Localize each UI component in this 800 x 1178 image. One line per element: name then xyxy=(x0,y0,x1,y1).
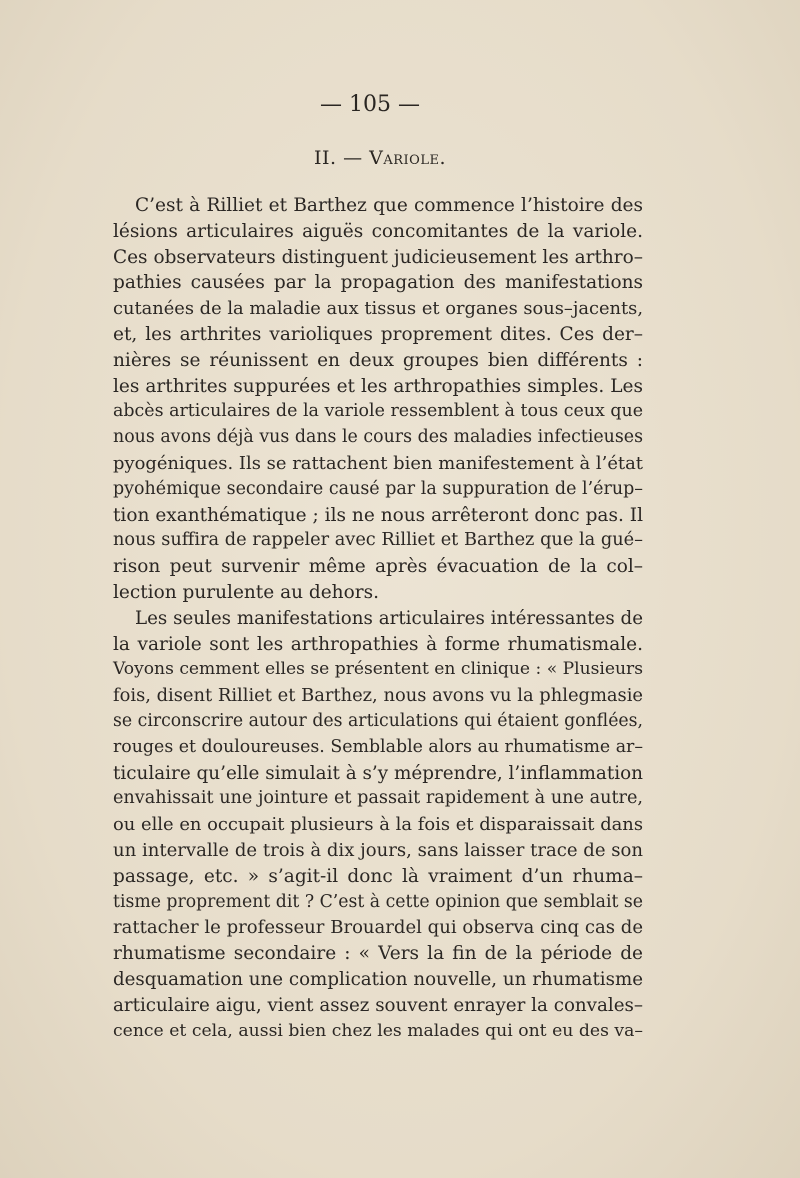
text-line: cence et cela, aussi bien chez les malades qui ont eu des va– xyxy=(113,1020,643,1041)
text-line: abcès articulaires de la variole ressemblent à tous ceux que xyxy=(113,401,643,422)
text-line: nous avons déjà vus dans le cours des maladies infectieuses xyxy=(113,427,643,448)
text-line: tion exanthématique ; ils ne nous arrêteront donc pas. Il xyxy=(113,504,643,526)
text-line: articulaire aigu, vient assez souvent enrayer la convales– xyxy=(113,994,643,1016)
text-line: pyogéniques. Ils se rattachent bien manifestement à l’état xyxy=(113,452,643,474)
text-line: tisme proprement dit ? C’est à cette opinion que semblait se xyxy=(113,891,643,912)
body-text xyxy=(113,193,643,1044)
text-line: pyohémique secondaire causé par la suppuration de l’érup– xyxy=(113,478,643,499)
page-number: — 105 — xyxy=(320,92,420,117)
text-line: rhumatisme secondaire : « Vers la fin de la période de xyxy=(113,943,643,965)
text-line: C’est à Rilliet et Barthez que commence l’histoire des xyxy=(135,195,643,216)
text-line: nous suffira de rappeler avec Rilliet et Barthez que la gué– xyxy=(113,530,643,551)
text-line: Voyons cemment elles se présentent en clinique : « Plusieurs xyxy=(113,659,643,680)
text-line: lésions articulaires aiguës concomitantes de la variole. xyxy=(113,220,643,242)
section-title xyxy=(0,147,760,169)
text-line: Les seules manifestations articulaires intéressantes de xyxy=(135,607,643,629)
text-line: fois, disent Rilliet et Barthez, nous avons vu la phlegmasie xyxy=(113,685,643,707)
text-line: ticulaire qu’elle simulait à s’y méprendre, l’inflammation xyxy=(113,762,643,784)
text-line: envahissait une jointure et passait rapidement à une autre, xyxy=(113,788,643,809)
section-title-text: II. — Variole. xyxy=(314,147,446,169)
text-line: et, les arthrites varioliques proprement dites. Ces der– xyxy=(113,323,643,345)
text-line: pathies causées par la propagation des manifestations xyxy=(113,272,643,294)
text-line: nières se réunissent en deux groupes bien différents : xyxy=(113,349,643,371)
text-line: un intervalle de trois à dix jours, sans laisser trace de son xyxy=(113,839,643,861)
text-line: passage, etc. » s’agit-il donc là vraiment d’un rhuma– xyxy=(113,865,643,887)
text-line: Ces observateurs distinguent judicieusement les arthro– xyxy=(113,246,643,268)
text-line: rouges et douloureuses. Semblable alors au rhumatisme ar– xyxy=(113,736,644,757)
text-line: les arthrites suppurées et les arthropathies simples. Les xyxy=(113,375,643,397)
text-line: rattacher le professeur Brouardel qui observa cinq cas de xyxy=(113,917,643,939)
text-line: la variole sont les arthropathies à forme rhumatismale. xyxy=(113,633,643,655)
text-line: rison peut survenir même après évacuation de la col– xyxy=(113,556,643,578)
text-line: se circonscrire autour des articulations qui étaient gonflées, xyxy=(113,710,643,731)
text-line: lection purulente au dehors. xyxy=(113,581,379,603)
text-line: ou elle en occupait plusieurs à la fois et disparaissait dans xyxy=(113,814,643,836)
text-line: cutanées de la maladie aux tissus et organes sous–jacents, xyxy=(113,298,643,320)
text-line: desquamation une complication nouvelle, un rhumatisme xyxy=(113,968,643,990)
